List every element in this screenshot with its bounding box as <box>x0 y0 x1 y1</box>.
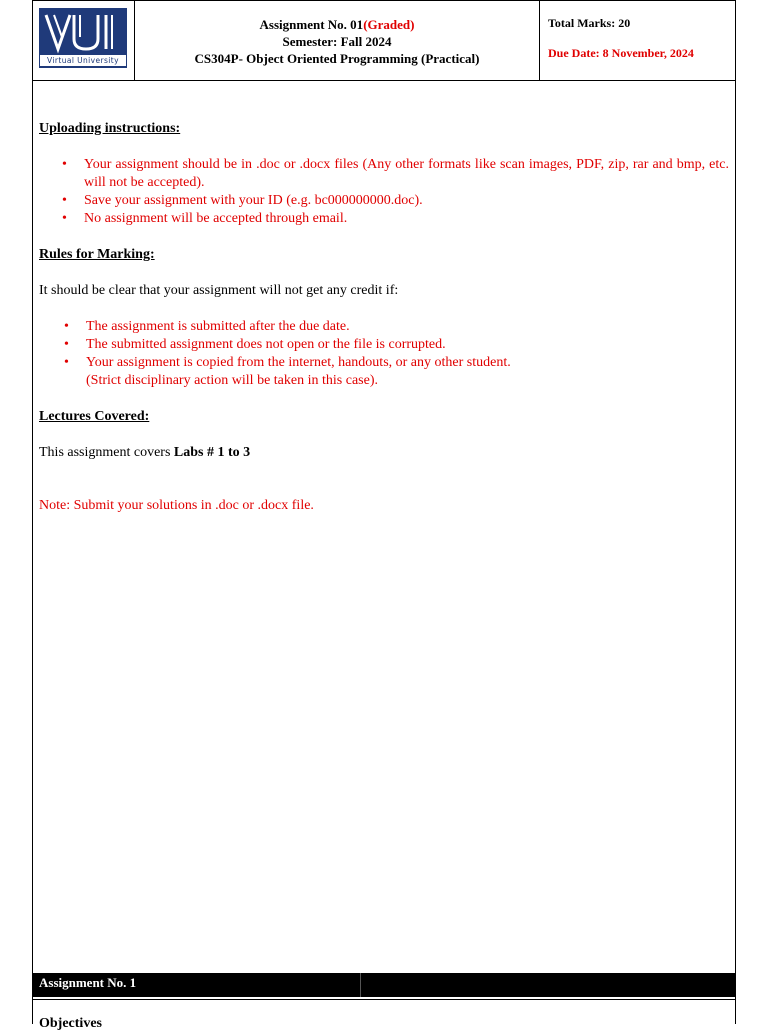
submission-note: Note: Submit your solutions in .doc or .docx file. <box>39 498 314 513</box>
bullet-icon: • <box>62 193 67 208</box>
rules-list <box>64 318 729 390</box>
disciplinary-note: (Strict disciplinary action will be taken in this case). <box>86 373 378 388</box>
bullet-icon: • <box>62 211 67 226</box>
course-title: CS304P- Object Oriented Programming (Practical) <box>194 51 480 66</box>
list-item: • The assignment is submitted after the due date. <box>64 319 350 334</box>
total-marks: Total Marks: 20 <box>548 16 631 30</box>
bullet-icon: • <box>64 355 69 370</box>
list-item <box>86 372 729 390</box>
list-item: • The submitted assignment does not open or the file is corrupted. <box>64 337 446 352</box>
list-item: • Your assignment should be in .doc or .docx files (Any other formats like scan images, PDF, zip, rar and bmp, etc. will not be accepted). <box>62 157 729 190</box>
title-cell <box>135 1 540 80</box>
section-label: Assignment No. 1 <box>39 975 137 990</box>
bullet-icon: • <box>62 157 67 172</box>
logo-cell <box>33 1 135 80</box>
divider <box>33 999 735 1000</box>
document-page <box>32 0 736 1031</box>
vu-logo-icon <box>40 9 126 55</box>
bullet-icon: • <box>64 337 69 352</box>
lectures-heading: Lectures Covered: <box>39 409 150 424</box>
uploading-list <box>62 156 729 228</box>
uploading-heading: Uploading instructions: <box>39 121 181 136</box>
objectives-heading: Objectives <box>39 1016 102 1031</box>
rules-intro: It should be clear that your assignment will not get any credit if: <box>39 283 399 298</box>
assignment-title <box>135 16 539 33</box>
assignment-number: Assignment No. 01 <box>259 17 364 32</box>
assignment-section-bar <box>33 973 735 997</box>
bar-divider <box>360 973 361 997</box>
list-item: • Save your assignment with your ID (e.g. bc000000000.doc). <box>62 193 423 208</box>
bullet-icon: • <box>64 319 69 334</box>
labs-covered: Labs # 1 to 3 <box>173 445 251 460</box>
assignment-header <box>33 0 735 81</box>
list-item: • No assignment will be accepted through email. <box>62 211 348 226</box>
vu-logo <box>39 8 127 68</box>
marks-cell <box>540 1 735 80</box>
logo-text: Virtual University <box>40 55 126 66</box>
instructions-content <box>39 120 729 515</box>
due-date: Due Date: 8 November, 2024 <box>548 46 694 60</box>
graded-label: (Graded) <box>363 17 415 32</box>
lectures-text: This assignment covers Labs # 1 to 3 <box>39 445 251 460</box>
semester: Semester: Fall 2024 <box>282 34 392 49</box>
rules-heading: Rules for Marking: <box>39 247 155 262</box>
list-item: • Your assignment is copied from the internet, handouts, or any other student. <box>64 355 511 370</box>
